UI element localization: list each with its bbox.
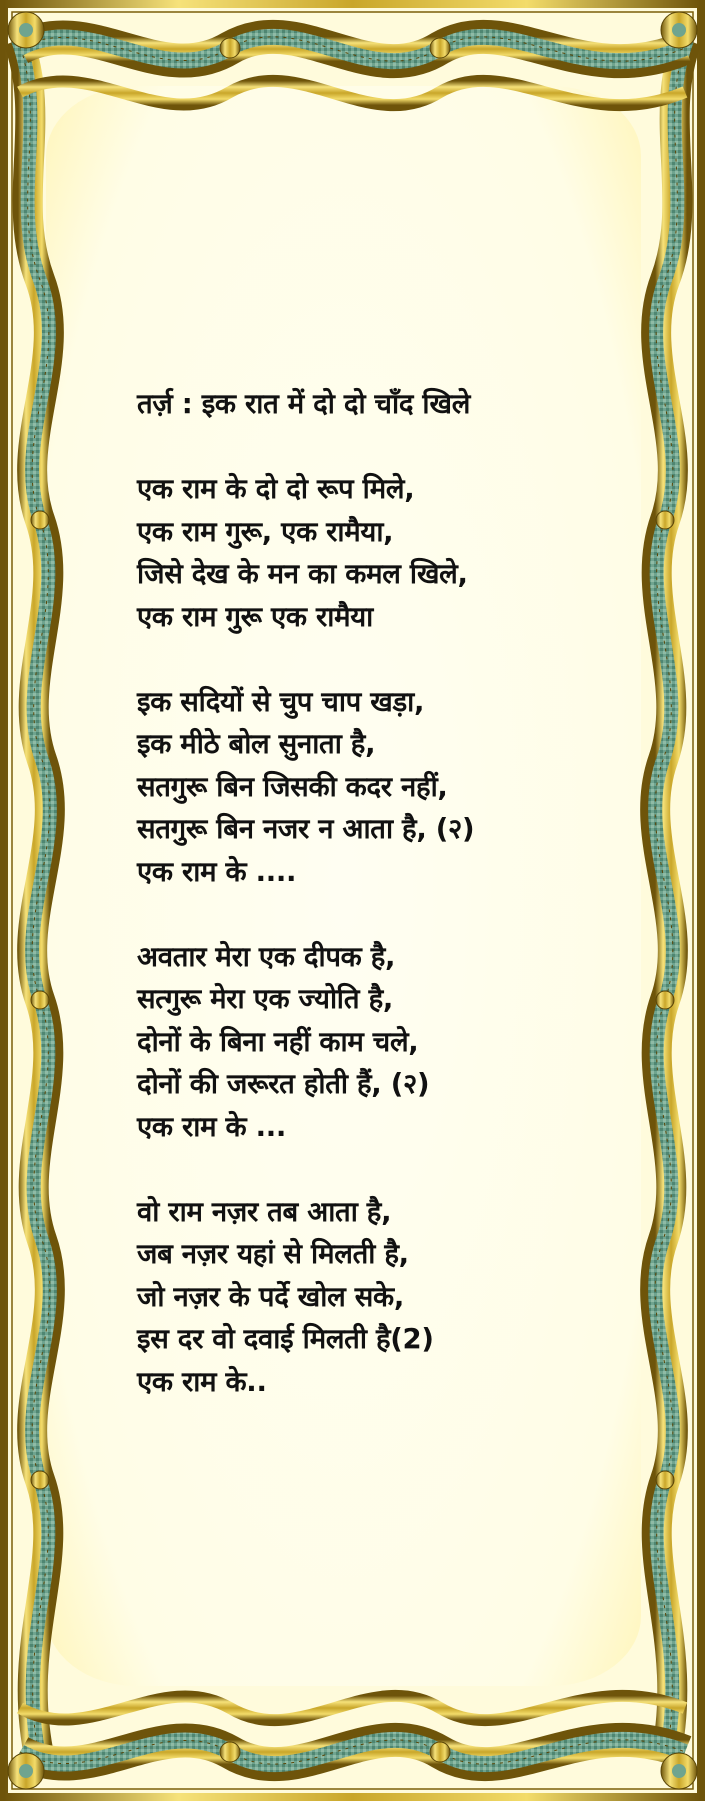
stanza-1-line-4: एक राम गुरू एक रामैया	[137, 600, 374, 633]
stanza-2-line-1: इक सदियों से चुप चाप खड़ा,	[137, 685, 425, 718]
stanza-3-line-1: अवतार मेरा एक दीपक है,	[137, 940, 396, 973]
stanza-2-line-3: सतगुरू बिन जिसकी कदर नहीं,	[137, 770, 448, 803]
stanza-1-line-2: एक राम गुरू, एक रामैया,	[137, 515, 394, 548]
stanza-1-line-3: जिसे देख के मन का कमल खिले,	[137, 558, 468, 590]
stanza-2-line-2: इक मीठे बोल सुनाता है,	[137, 728, 376, 760]
stanza-3-line-3: दोनों के बिना नहीं काम चले,	[137, 1025, 419, 1058]
stanza-2-line-4: सतगुरू बिन नजर न आता है, (२)	[137, 813, 475, 845]
stanza-4-line-2: जब नज़र यहां से मिलती है,	[137, 1238, 409, 1270]
stanza-2-line-5: एक राम के ....	[137, 855, 297, 888]
stanza-1-line-1: एक राम के दो दो रूप मिले,	[137, 473, 415, 505]
stanza-gap	[137, 426, 617, 469]
stanza-gap	[137, 638, 617, 681]
stanza-gap	[137, 893, 617, 936]
lyrics-text	[137, 383, 617, 1403]
stanza-3-line-5: एक राम के ...	[137, 1110, 287, 1143]
stanza-gap	[137, 1148, 617, 1191]
stanza-4-line-5: एक राम के..	[137, 1365, 267, 1398]
tune-title-line: तर्ज़ : इक रात में दो दो चाँद खिले	[137, 388, 471, 420]
stanza-4-line-3: जो नज़र के पर्दे खोल सके,	[137, 1280, 404, 1313]
stanza-4-line-1: वो राम नज़र तब आता है,	[137, 1195, 392, 1228]
stanza-4-line-4: इस दर वो दवाई मिलती है(2)	[137, 1323, 434, 1355]
stanza-3-line-2: सत्गुरू मेरा एक ज्योति है,	[137, 983, 394, 1015]
stanza-3-line-4: दोनों की जरूरत होती हैं, (२)	[137, 1068, 430, 1100]
